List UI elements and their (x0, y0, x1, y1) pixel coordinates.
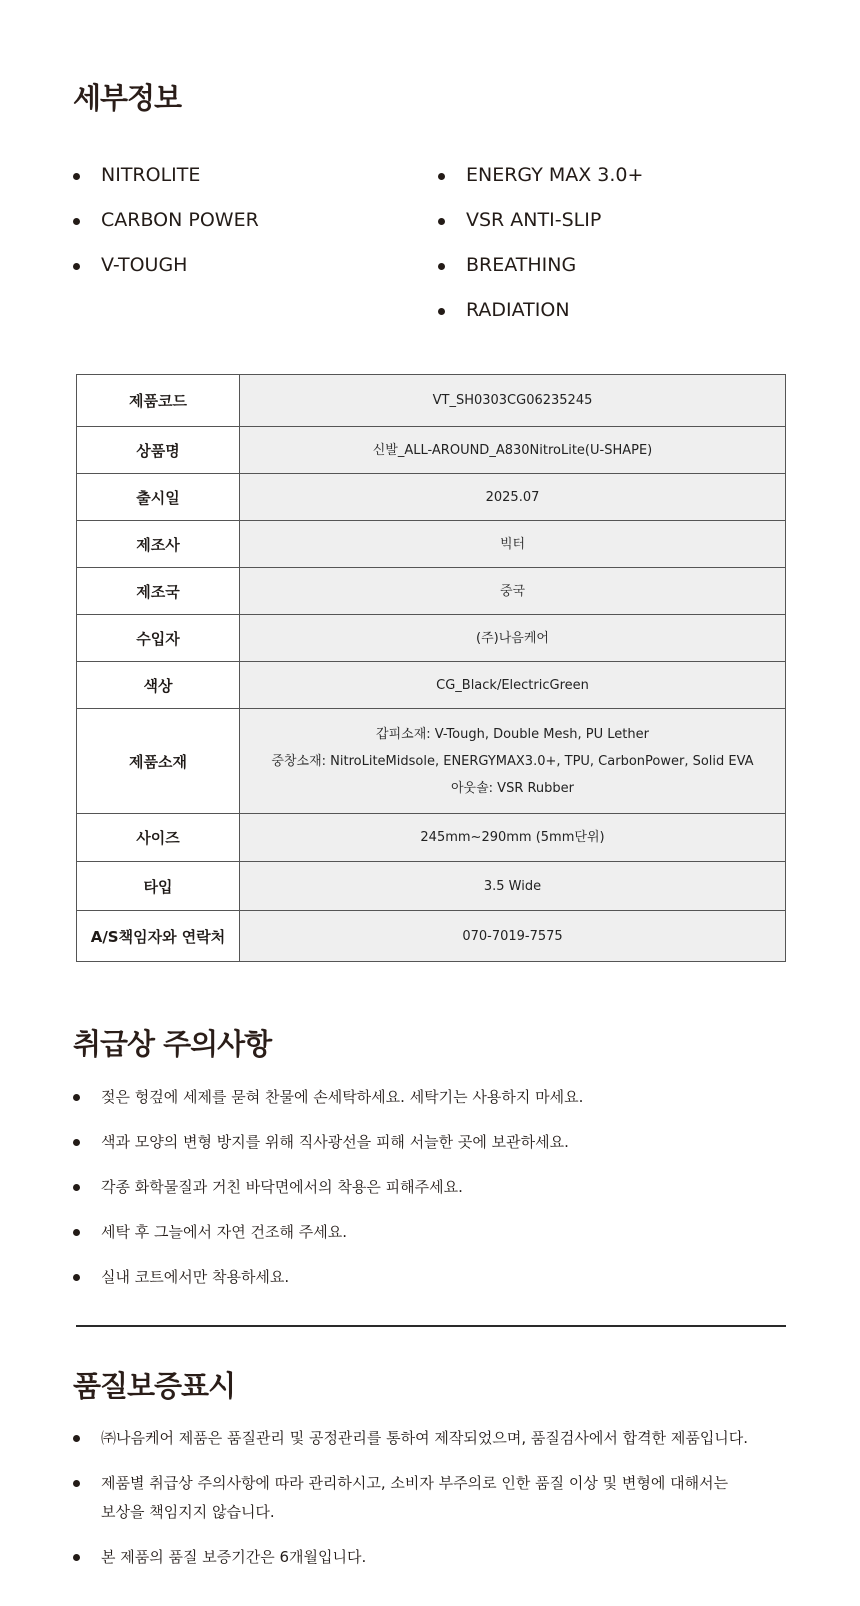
spec-label: 제조사 (77, 521, 240, 568)
spec-label: 상품명 (77, 427, 240, 474)
spec-value: 245mm~290mm (5mm단위) (240, 814, 786, 862)
list-item: 각종 화학물질과 거친 바닥면에서의 착용은 피해주세요. (73, 1173, 793, 1218)
spec-table (76, 374, 786, 962)
bullet-icon (73, 173, 80, 180)
spec-value: 070-7019-7575 (240, 911, 786, 962)
list-item: 제품별 취급상 주의사항에 따라 관리하시고, 소비자 부주의로 인한 품질 이상 및 변형에 대해서는 보상을 책임지지 않습니다. (73, 1469, 793, 1527)
bullet-icon (438, 263, 445, 270)
spec-label: 수입자 (77, 615, 240, 662)
table-row (77, 521, 786, 568)
feature-list-right (438, 164, 643, 344)
bullet-icon (73, 1435, 80, 1442)
care-heading: 취급상 주의사항 (73, 1027, 272, 1061)
table-row (77, 375, 786, 427)
spec-value: 중국 (240, 568, 786, 615)
feature-item: ENERGY MAX 3.0+ (438, 164, 643, 209)
spec-label: 색상 (77, 662, 240, 709)
spec-label: 제조국 (77, 568, 240, 615)
spec-label: 타입 (77, 862, 240, 911)
spec-value: (주)나음케어 (240, 615, 786, 662)
spec-value: 빅터 (240, 521, 786, 568)
spec-value: 신발_ALL-AROUND_A830NitroLite(U-SHAPE) (240, 427, 786, 474)
spec-label: 출시일 (77, 474, 240, 521)
spec-label: 제품소재 (77, 709, 240, 814)
feature-list-left (73, 164, 259, 299)
table-row (77, 814, 786, 862)
spec-value: 갑피소재: V-Tough, Double Mesh, PU Lether 중창소재: NitroLiteMidsole, ENERGYMAX3.0+, TPU, CarbonPower, Solid EVA 아웃솔: VSR Rubber (240, 709, 786, 814)
bullet-icon (73, 1094, 80, 1101)
bullet-icon (73, 1229, 80, 1236)
bullet-icon (438, 308, 445, 315)
bullet-icon (73, 1480, 80, 1487)
bullet-icon (73, 1139, 80, 1146)
section-divider (76, 1325, 786, 1327)
spec-label: 사이즈 (77, 814, 240, 862)
feature-item: BREATHING (438, 254, 643, 299)
quality-heading: 품질보증표시 (73, 1369, 236, 1403)
bullet-icon (438, 218, 445, 225)
spec-value: 2025.07 (240, 474, 786, 521)
bullet-icon (73, 1184, 80, 1191)
spec-label: A/S책임자와 연락처 (77, 911, 240, 962)
list-item: 젖은 헝겊에 세제를 묻혀 찬물에 손세탁하세요. 세탁기는 사용하지 마세요. (73, 1083, 793, 1128)
table-row (77, 709, 786, 814)
bullet-icon (73, 1554, 80, 1561)
care-list (73, 1083, 793, 1308)
table-row (77, 568, 786, 615)
quality-list (73, 1424, 793, 1588)
bullet-icon (438, 173, 445, 180)
table-row (77, 615, 786, 662)
spec-value: 3.5 Wide (240, 862, 786, 911)
spec-value: CG_Black/ElectricGreen (240, 662, 786, 709)
list-item: 실내 코트에서만 착용하세요. (73, 1263, 793, 1308)
table-row (77, 427, 786, 474)
feature-item: V-TOUGH (73, 254, 259, 299)
list-item: ㈜나음케어 제품은 품질관리 및 공정관리를 통하여 제작되었으며, 품질검사에서 합격한 제품입니다. (73, 1424, 793, 1453)
spec-label: 제품코드 (77, 375, 240, 427)
feature-item: NITROLITE (73, 164, 259, 209)
list-item: 세탁 후 그늘에서 자연 건조해 주세요. (73, 1218, 793, 1263)
list-item: 본 제품의 품질 보증기간은 6개월입니다. (73, 1543, 793, 1572)
bullet-icon (73, 263, 80, 270)
table-row (77, 474, 786, 521)
details-heading: 세부정보 (73, 81, 182, 115)
table-row (77, 662, 786, 709)
table-row (77, 862, 786, 911)
list-item: 색과 모양의 변형 방지를 위해 직사광선을 피해 서늘한 곳에 보관하세요. (73, 1128, 793, 1173)
spec-value: VT_SH0303CG06235245 (240, 375, 786, 427)
bullet-icon (73, 218, 80, 225)
bullet-icon (73, 1274, 80, 1281)
feature-item: VSR ANTI-SLIP (438, 209, 643, 254)
feature-item: RADIATION (438, 299, 643, 344)
feature-item: CARBON POWER (73, 209, 259, 254)
table-row (77, 911, 786, 962)
